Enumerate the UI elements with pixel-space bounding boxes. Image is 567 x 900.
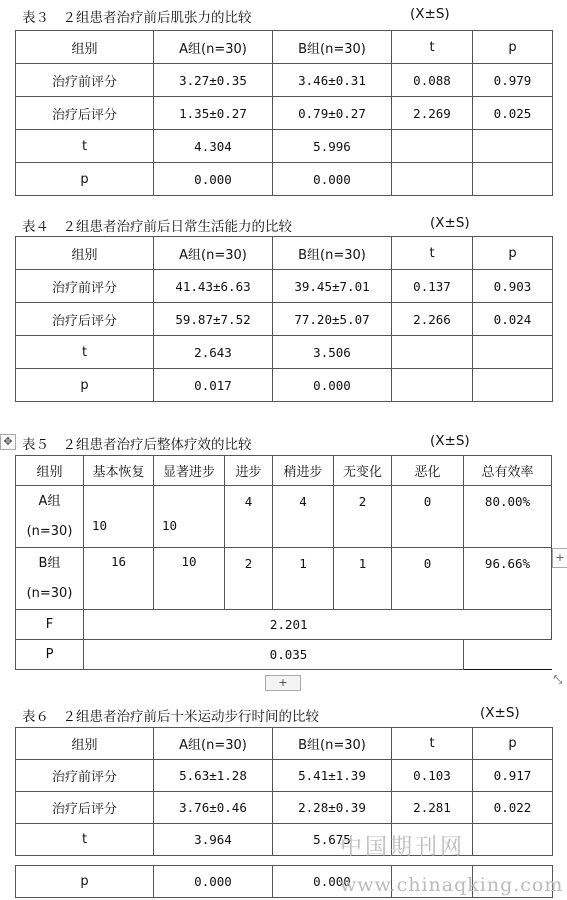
row-label: t	[16, 336, 154, 369]
cell: 0.000	[273, 866, 392, 898]
header-cell: 组别	[16, 456, 84, 486]
cell: 0.979	[473, 64, 553, 97]
table4-caption: 表４ ２组患者治疗前后日常生活能力的比较	[22, 219, 292, 235]
cell: 3.46±0.31	[273, 64, 392, 97]
table-move-handle-icon[interactable]: ✥	[0, 434, 16, 450]
header-cell: 进步	[225, 456, 273, 486]
cell: 2.28±0.39	[273, 792, 392, 824]
cell: 59.87±7.52	[154, 303, 273, 336]
header-cell: t	[392, 728, 473, 760]
header-cell: p	[473, 728, 553, 760]
cell: 0.000	[273, 369, 392, 402]
row-label: P	[16, 640, 84, 670]
table5	[15, 455, 552, 670]
cell: 10	[154, 486, 225, 548]
table4	[15, 236, 553, 402]
header-cell: 显著进步	[154, 456, 225, 486]
cell: 77.20±5.07	[273, 303, 392, 336]
header-cell: t	[392, 237, 473, 270]
cell: 2.201	[84, 610, 464, 640]
cell: 2.266	[392, 303, 473, 336]
cell: 0.000	[154, 866, 273, 898]
header-cell: B组(n=30)	[273, 237, 392, 270]
table6	[15, 727, 553, 898]
cell: 0.017	[154, 369, 273, 402]
watermark-url: www.chinaqking.com	[340, 874, 564, 896]
table6-unit: (X±S)	[480, 705, 520, 721]
cell: 0.000	[273, 163, 392, 196]
cell: 1	[334, 548, 392, 610]
header-cell: B组(n=30)	[273, 31, 392, 64]
header-cell: 稍进步	[273, 456, 334, 486]
cell: 0	[392, 486, 464, 548]
cell: 1	[273, 548, 334, 610]
resize-icon[interactable]: ⤡	[553, 673, 563, 686]
row-label: p	[16, 163, 154, 196]
cell: 4	[225, 486, 273, 548]
row-label: t	[16, 824, 154, 856]
header-cell: 组别	[16, 237, 154, 270]
watermark-title: 中国期刊网	[340, 835, 466, 860]
cell: 0	[392, 548, 464, 610]
cell	[473, 369, 553, 402]
row-label: 治疗前评分	[16, 270, 154, 303]
cell: 5.675	[273, 824, 392, 856]
row-label-line2: (n=30)	[26, 585, 73, 601]
header-cell: p	[473, 31, 553, 64]
header-cell: 组别	[16, 31, 154, 64]
cell	[392, 163, 473, 196]
cell	[473, 130, 553, 163]
cell	[473, 824, 553, 856]
cell: 10	[154, 548, 225, 610]
table3-unit: (X±S)	[410, 6, 450, 22]
add-row-button[interactable]: +	[265, 675, 301, 691]
row-label	[16, 548, 84, 610]
header-cell: 无变化	[334, 456, 392, 486]
cell: 39.45±7.01	[273, 270, 392, 303]
cell: 5.41±1.39	[273, 760, 392, 792]
cell: 5.996	[273, 130, 392, 163]
header-cell: 组别	[16, 728, 154, 760]
cell: 3.27±0.35	[154, 64, 273, 97]
cell: 0.088	[392, 64, 473, 97]
cell: 96.66%	[464, 548, 552, 610]
add-column-button[interactable]: +	[552, 548, 567, 568]
cell	[392, 130, 473, 163]
row-label: p	[16, 369, 154, 402]
cell: 10	[84, 486, 154, 548]
cell: 4.304	[154, 130, 273, 163]
row-label: 治疗后评分	[16, 792, 154, 824]
header-cell: p	[473, 237, 553, 270]
header-cell: B组(n=30)	[273, 728, 392, 760]
row-label: 治疗后评分	[16, 303, 154, 336]
table6-caption: 表６ ２组患者治疗前后十米运动步行时间的比较	[22, 709, 319, 725]
cell: 0.024	[473, 303, 553, 336]
header-cell: A组(n=30)	[154, 728, 273, 760]
cell	[464, 610, 552, 640]
cell: 2.643	[154, 336, 273, 369]
cell: 2	[334, 486, 392, 548]
cell: 0.025	[473, 97, 553, 130]
row-label: F	[16, 610, 84, 640]
row-label-line1: B组	[38, 555, 61, 571]
row-label: p	[16, 866, 154, 898]
row-label-line2: (n=30)	[26, 523, 73, 539]
header-cell: 恶化	[392, 456, 464, 486]
row-label	[16, 486, 84, 548]
cell: 0.137	[392, 270, 473, 303]
cell	[392, 369, 473, 402]
cell: 0.022	[473, 792, 553, 824]
cell: 3.964	[154, 824, 273, 856]
cell: 1.35±0.27	[154, 97, 273, 130]
cell	[392, 336, 473, 369]
row-label-line1: A组	[38, 493, 61, 509]
cell: 0.903	[473, 270, 553, 303]
cell: 5.63±1.28	[154, 760, 273, 792]
cell: 80.00%	[464, 486, 552, 548]
row-label: t	[16, 130, 154, 163]
header-cell: A组(n=30)	[154, 31, 273, 64]
table5-unit: (X±S)	[430, 433, 470, 449]
cell: 0.79±0.27	[273, 97, 392, 130]
cell: 2.269	[392, 97, 473, 130]
cell: 0.917	[473, 760, 553, 792]
cell: 41.43±6.63	[154, 270, 273, 303]
row-label: 治疗前评分	[16, 64, 154, 97]
cell: 2.281	[392, 792, 473, 824]
row-label: 治疗前评分	[16, 760, 154, 792]
header-cell: A组(n=30)	[154, 237, 273, 270]
table4-unit: (X±S)	[430, 215, 470, 231]
row-label: 治疗后评分	[16, 97, 154, 130]
cell	[473, 336, 553, 369]
table3	[15, 30, 553, 196]
table3-caption: 表３ ２组患者治疗前后肌张力的比较	[22, 10, 252, 26]
cell: 2	[225, 548, 273, 610]
cell: 0.103	[392, 760, 473, 792]
cell	[473, 163, 553, 196]
page-break-gap	[16, 856, 553, 866]
header-cell: 基本恢复	[84, 456, 154, 486]
cell: 3.76±0.46	[154, 792, 273, 824]
cell: 3.506	[273, 336, 392, 369]
cell: 0.000	[154, 163, 273, 196]
header-cell: 总有效率	[464, 456, 552, 486]
table5-caption: 表５ ２组患者治疗后整体疗效的比较	[22, 437, 252, 453]
cell: 0.035	[84, 640, 464, 670]
header-cell: t	[392, 31, 473, 64]
cell: 4	[273, 486, 334, 548]
cell: 16	[84, 548, 154, 610]
cell	[464, 640, 552, 670]
